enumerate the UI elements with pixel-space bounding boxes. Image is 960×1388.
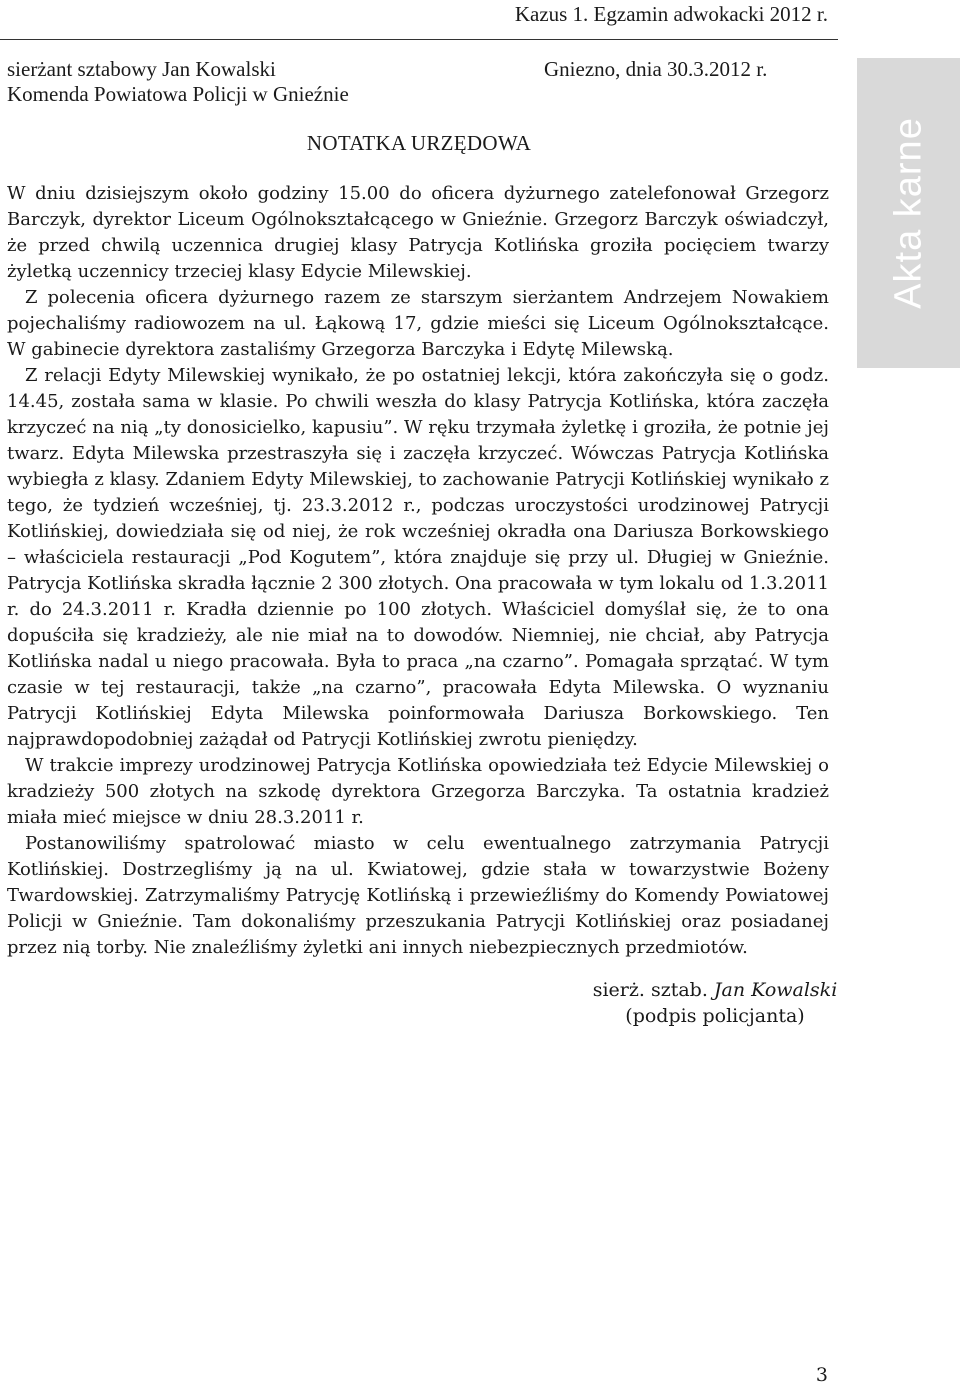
paragraph: W trakcie imprezy urodzinowej Patrycja Kotlińska opowiedziała też Edycie Milewskiej o kradzieży 500 złotych na szkodę dyrektora Grzegorza Barczyka. Ta ostatnia kradzież miała mieć miejsce w dniu 28.3.2011 r. — [7, 755, 829, 828]
signature-block — [560, 977, 870, 1029]
signature-rank: sierż. sztab. — [592, 979, 708, 1001]
signature-name: Jan Kowalski — [713, 979, 838, 1001]
document-body — [7, 181, 829, 961]
case-title: Kazus 1. Egzamin adwokacki 2012 r. — [514, 2, 828, 26]
side-tab-label: Akta karne — [887, 117, 929, 309]
side-tab — [857, 58, 960, 368]
signature-line — [560, 977, 870, 1003]
paragraph: Z polecenia oficera dyżurnego razem ze starszym sierżantem Andrzejem Nowakiem pojechaliśmy radiowozem na ul. Łąkową 17, gdzie mieści się Liceum Ogólnokształcące. W gabinecie dyrektora zastaliśmy Grzegorza Barczyka i Edytę Milewską. — [7, 287, 829, 360]
page-number: 3 — [815, 1364, 828, 1386]
header-divider — [0, 39, 838, 40]
paragraph: W dniu dzisiejszym około godziny 15.00 do oficera dyżurnego zatelefonował Grzegorz Barczyk, dyrektor Liceum Ogólnokształcącego w Gnieźnie. Grzegorz Barczyk oświadczył, że przed chwilą uczennica drugiej klasy Patrycja Kotlińska groziła pocięciem twarzy żyletką uczennicy trzeciej klasy Edycie Milewskiej. — [7, 183, 829, 282]
officer-block — [7, 57, 349, 107]
document-title: NOTATKA URZĘDOWA — [306, 131, 532, 155]
place-date: Gniezno, dnia 30.3.2012 r. — [544, 57, 768, 81]
signature-caption: (podpis policjanta) — [625, 1005, 805, 1027]
paragraph: Postanowiliśmy spatrolować miasto w celu ewentualnego zatrzymania Patrycji Kotlińskiej. Dostrzegliśmy ją na ul. Kwiatowej, gdzie stała w towarzystwie Bożeny Twardowskiej. Zatrzymaliśmy Patrycję Kotlińską i przewieźliśmy do Komendy Powiatowej Policji w Gnieźnie. Tam dokonaliśmy przeszukania Patrycji Kotlińskiej oraz posiadanej przez nią torby. Nie znaleźliśmy żyletki ani innych niebezpiecznych przedmiotów. — [7, 833, 829, 958]
officer-unit: Komenda Powiatowa Policji w Gnieźnie — [7, 82, 349, 106]
paragraph: Z relacji Edyty Milewskiej wynikało, że po ostatniej lekcji, która zakończyła się o godz. 14.45, została sama w klasie. Po chwili weszła do klasy Patrycja Kotlińska, która zaczęła krzyczeć na nią „ty donosicielko, kapusiu”. W ręku trzymała żyletkę i groziła, że potnie jej twarz. Edyta Milewska przestraszyła się i zaczęła krzyczeć. Wówczas Patrycja Kotlińska wybiegła z klasy. Zdaniem Edyty Milewskiej, to zachowanie Patrycji Kotlińskiej wynikało z tego, że tydzień wcześniej, tj. 23.3.2012 r., podczas uroczystości urodzinowej Patrycji Kotlińskiej, dowiedziała się od niej, że rok wcześniej okradła ona Dariusza Borkowskiego – właściciela restauracji „Pod Kogutem”, która znajduje się przy ul. Długiej w Gnieźnie. Patrycja Kotlińska skradła łącznie 2 300 złotych. Ona pracowała w tym lokalu od 1.3.2011 r. do 24.3.2011 r. Kradła dziennie po 100 złotych. Właściciel domyślał się, że to ona dopuściła się kradzieży, ale nie miał na to dowodów. Niemniej, nie chciał, aby Patrycja Kotlińska nadal u niego pracowała. Była to praca „na czarno”. Pomagała sprzątać. W tym czasie w tej restauracji, także „na czarno”, pracowała Edyta Milewska. O wyznaniu Patrycji Kotlińskiej Edyta Milewska poinformowała Dariusza Borkowskiego. Ten najprawdopodobniej zażądał od Patrycji Kotlińskiej zwrotu pieniędzy. — [7, 365, 829, 750]
officer-name: sierżant sztabowy Jan Kowalski — [7, 57, 276, 81]
